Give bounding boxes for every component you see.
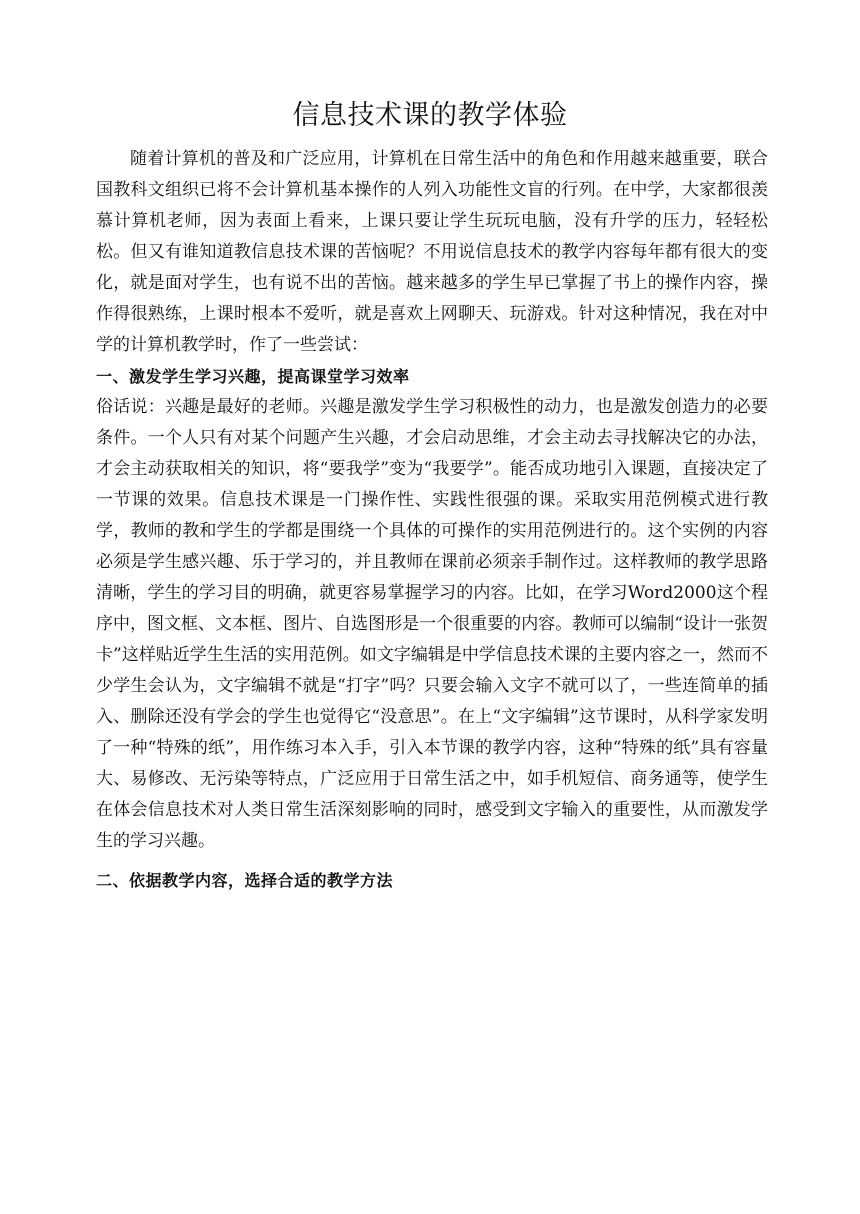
document-title: 信息技术课的教学体验 <box>292 100 568 131</box>
section-2-heading: 二、依据教学内容，选择合适的教学方法 <box>96 871 394 890</box>
section-1-heading: 一、激发学生学习兴趣，提高课堂学习效率 <box>96 367 410 386</box>
document-body <box>96 144 768 896</box>
section-1-paragraph: 俗话说：兴趣是最好的老师。兴趣是激发学生学习积极性的动力，也是激发创造力的必要条件。一个人只有对某个问题产生兴趣，才会启动思维，才会主动去寻找解决它的办法，才会主动获取相关的知识，将“要我学”变为“我要学”。能否成功地引入课题，直接决定了一节课的效果。信息技术课是一门操作性、实践性很强的课。采取实用范例模式进行教学，教师的教和学生的学都是围绕一个具体的可操作的实用范例进行的。这个实例的内容必须是学生感兴趣、乐于学习的，并且教师在课前必须亲手制作过。这样教师的教学思路清晰，学生的学习目的明确，就更容易掌握学习的内容。比如，在学习Word2000这个程序中，图文框、文本框、图片、自选图形是一个很重要的内容。教师可以编制“设计一张贺卡”这样贴近学生生活的实用范例。如文字编辑是中学信息技术课的主要内容之一，然而不少学生会认为，文字编辑不就是“打字”吗？只要会输入文字不就可以了，一些连简单的插入、删除还没有学会的学生也觉得它“没意思”。在上“文字编辑”这节课时，从科学家发明了一种“特殊的纸”，用作练习本入手，引入本节课的教学内容，这种“特殊的纸”具有容量大、易修改、无污染等特点，广泛应用于日常生活之中，如手机短信、商务通等，使学生在体会信息技术对人类日常生活深刻影响的同时，感受到文字输入的重要性，从而激发学生的学习兴趣。 <box>96 397 768 851</box>
intro-paragraph: 随着计算机的普及和广泛应用，计算机在日常生活中的角色和作用越来越重要，联合国教科文组织已将不会计算机基本操作的人列入功能性文盲的行列。在中学，大家都很羡慕计算机老师，因为表面上看来，上课只要让学生玩玩电脑，没有升学的压力，轻轻松松。但又有谁知道教信息技术课的苦恼呢？不用说信息技术的教学内容每年都有很大的变化，就是面对学生，也有说不出的苦恼。越来越多的学生早已掌握了书上的操作内容，操作得很熟练，上课时根本不爱听，就是喜欢上网聊天、玩游戏。针对这种情况，我在对中学的计算机教学时，作了一些尝试： <box>96 149 768 355</box>
